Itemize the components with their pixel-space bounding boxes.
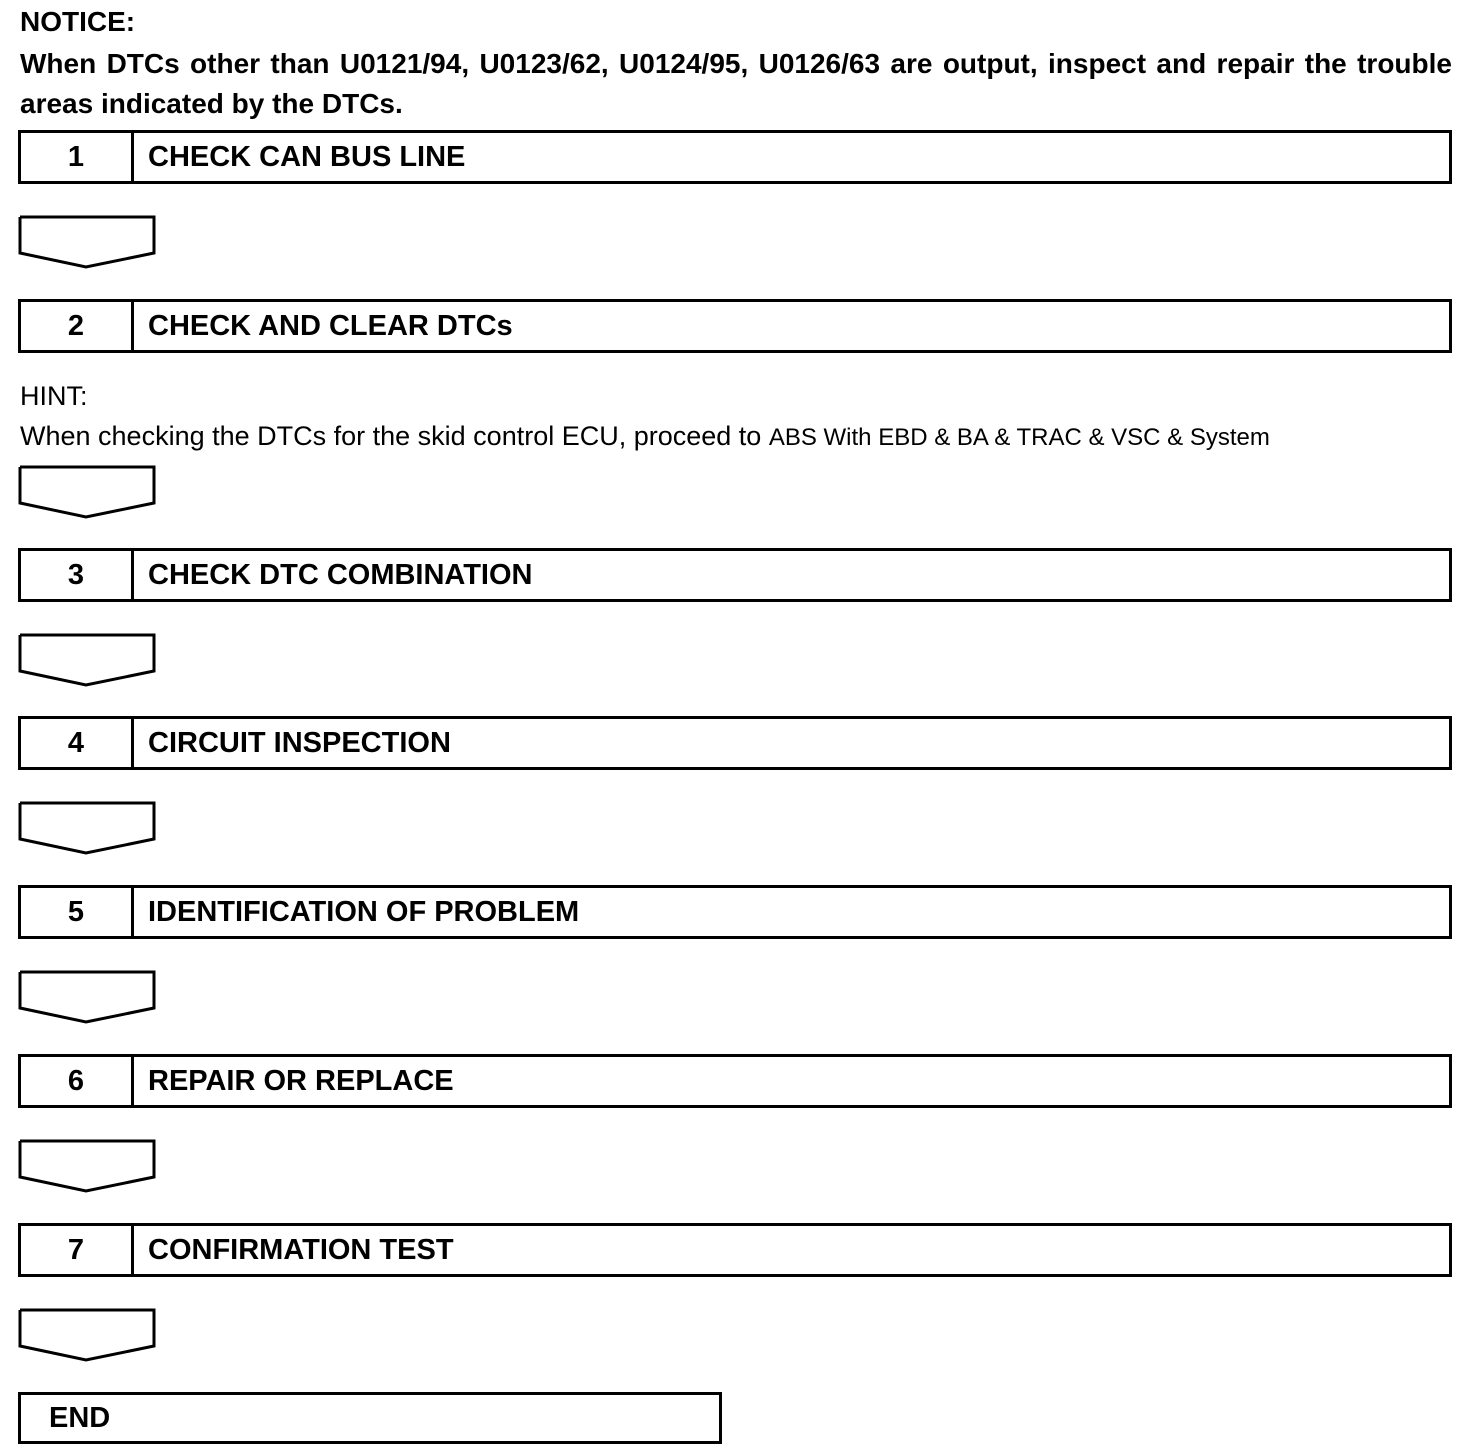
step-title: CONFIRMATION TEST	[148, 1233, 454, 1266]
step-title: CHECK DTC COMBINATION	[148, 558, 533, 591]
flow-arrow-icon	[18, 801, 156, 855]
step-2	[18, 299, 1452, 353]
flow-arrow-icon	[18, 1308, 156, 1362]
notice-body: When DTCs other than U0121/94, U0123/62, U0124/95, U0126/63 are output, inspect and repair the trouble areas indicated by the DTCs.	[20, 48, 1452, 119]
step-7	[18, 1223, 1452, 1277]
hint-title: HINT:	[20, 381, 88, 411]
step-number: 4	[21, 719, 134, 767]
step-4	[18, 716, 1452, 770]
end-box	[18, 1392, 722, 1444]
step-title: CHECK CAN BUS LINE	[148, 140, 466, 173]
step-number: 1	[21, 133, 134, 181]
step-title: CIRCUIT INSPECTION	[148, 726, 451, 759]
step-number: 2	[21, 302, 134, 350]
end-label: END	[49, 1401, 111, 1434]
flow-arrow-icon	[18, 465, 156, 519]
step-6	[18, 1054, 1452, 1108]
hint-link[interactable]: ABS With EBD & BA & TRAC & VSC & System	[768, 424, 1270, 451]
hint-body	[20, 418, 1270, 456]
flow-arrow-icon	[18, 970, 156, 1024]
step-number: 3	[21, 551, 134, 599]
flow-arrow-icon	[18, 215, 156, 269]
notice-title: NOTICE:	[20, 6, 136, 37]
flow-arrow-icon	[18, 633, 156, 687]
step-3	[18, 548, 1452, 602]
step-title: IDENTIFICATION OF PROBLEM	[148, 895, 580, 928]
step-title: CHECK AND CLEAR DTCs	[148, 309, 513, 342]
step-5	[18, 885, 1452, 939]
step-title: REPAIR OR REPLACE	[148, 1064, 454, 1097]
step-number: 7	[21, 1226, 134, 1274]
step-number: 6	[21, 1057, 134, 1105]
step-1	[18, 130, 1452, 184]
flow-arrow-icon	[18, 1139, 156, 1193]
step-number: 5	[21, 888, 134, 936]
hint-text: When checking the DTCs for the skid control ECU, proceed to	[20, 421, 769, 451]
